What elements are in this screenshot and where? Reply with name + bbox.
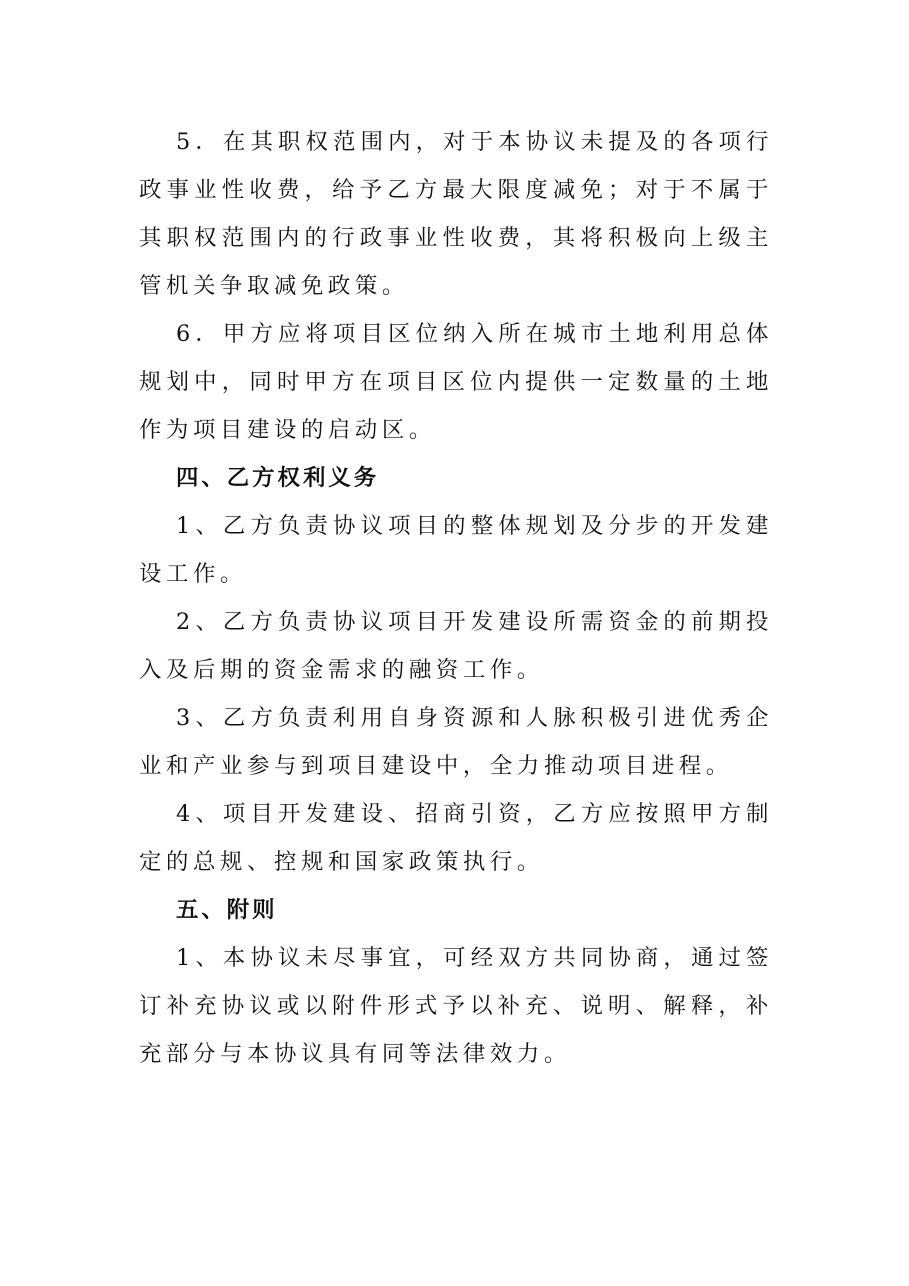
clause-4-4: 4、项目开发建设、招商引资，乙方应按照甲方制定的总规、控规和国家政策执行。 bbox=[139, 801, 773, 875]
clause-4-1: 1、乙方负责协议项目的整体规划及分步的开发建设工作。 bbox=[139, 513, 773, 587]
clause-4-3: 3、乙方负责利用自身资源和人脉积极引进优秀企业和产业参与到项目建设中，全力推动项目进程。 bbox=[139, 705, 773, 779]
clause-3-6: 6．甲方应将项目区位纳入所在城市土地利用总体规划中，同时甲方在项目区位内提供一定数量的土地作为项目建设的启动区。 bbox=[139, 321, 773, 443]
clause-4-2: 2、乙方负责协议项目开发建设所需资金的前期投入及后期的资金需求的融资工作。 bbox=[139, 609, 773, 683]
clause-5-1: 1、本协议未尽事宜，可经双方共同协商，通过签订补充协议或以附件形式予以补充、说明、解释，补充部分与本协议具有同等法律效力。 bbox=[139, 945, 773, 1067]
document-body bbox=[139, 118, 773, 1078]
clause-3-5: 5．在其职权范围内，对于本协议未提及的各项行政事业性收费，给予乙方最大限度减免；对于不属于其职权范围内的行政事业性收费，其将积极向上级主管机关争取减免政策。 bbox=[139, 129, 773, 299]
section-4-heading: 四、乙方权利义务 bbox=[176, 465, 380, 491]
section-5-heading: 五、附则 bbox=[176, 897, 278, 923]
